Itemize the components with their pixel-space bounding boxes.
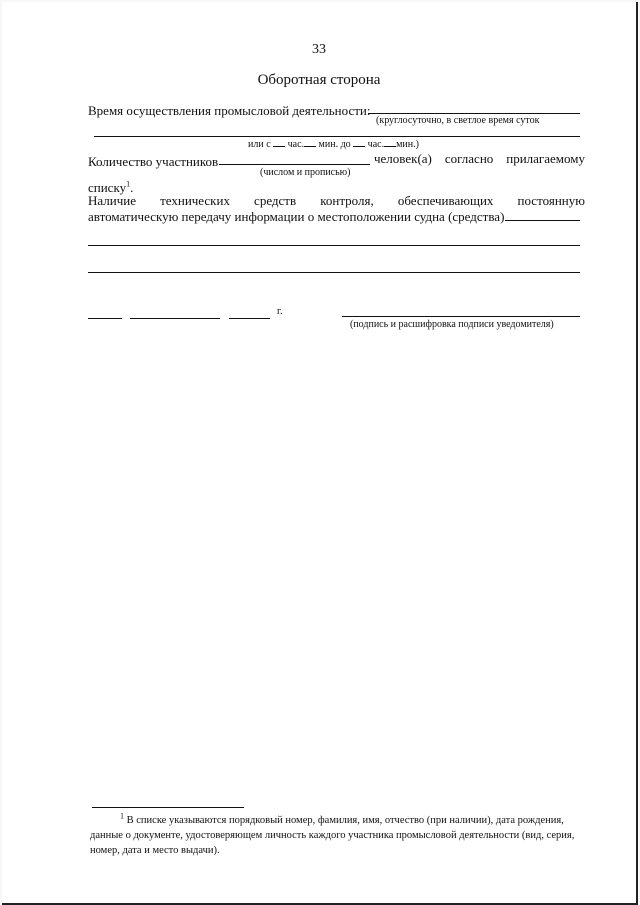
footnote-reference[interactable]: 1 bbox=[126, 179, 131, 189]
control-word-5: обеспечивающих bbox=[397, 193, 494, 208]
range-hours2-text: час. bbox=[367, 139, 385, 150]
range-or-text: или с bbox=[248, 139, 271, 150]
range-to-text: до bbox=[340, 139, 351, 150]
footnote-line-3: номер, дата и место выдачи). bbox=[90, 845, 220, 856]
document-page bbox=[2, 2, 638, 905]
fishing-time-hint: (круглосуточно, в светлое время суток bbox=[376, 115, 540, 126]
participants-label: Количество участников bbox=[88, 154, 219, 169]
page-title: Оборотная сторона bbox=[257, 72, 381, 88]
signature-hint: (подпись и расшифровка подписи уведомителя) bbox=[350, 319, 554, 330]
footnote-separator bbox=[92, 807, 244, 808]
signature-field[interactable] bbox=[342, 316, 580, 317]
control-means-field-3[interactable] bbox=[88, 272, 580, 273]
footnote-line-1 bbox=[120, 811, 564, 828]
year-suffix: г. bbox=[277, 306, 283, 317]
participants-hint: (числом и прописью) bbox=[260, 167, 351, 178]
range-minutes-text: мин. bbox=[318, 139, 339, 150]
participants-tail bbox=[374, 151, 585, 167]
participants-word-1: человек(а) bbox=[374, 151, 432, 166]
date-day-field[interactable] bbox=[88, 318, 122, 319]
date-month-field[interactable] bbox=[130, 318, 220, 319]
footnote-line-2: данные о документе, удостоверяющем личность каждого участника промысловой деятельности (вид, серия, bbox=[90, 830, 575, 841]
fishing-time-field-2[interactable] bbox=[94, 136, 580, 137]
fishing-time-field[interactable] bbox=[368, 113, 580, 114]
date-year-field[interactable] bbox=[229, 318, 270, 319]
control-word-3: средств bbox=[254, 193, 297, 208]
range-minutes2-text: мин.) bbox=[396, 139, 419, 150]
start-minute-blank[interactable] bbox=[304, 146, 316, 147]
control-means-line-1 bbox=[88, 193, 585, 209]
footnote-text-1: В списке указываются порядковый номер, фамилия, имя, отчество (при наличии), дата рождения, bbox=[126, 815, 564, 826]
control-word-4: контроля, bbox=[320, 193, 374, 208]
page-number: 33 bbox=[312, 42, 326, 57]
list-word: списку bbox=[88, 180, 127, 195]
fishing-time-label: Время осуществления промысловой деятельности: bbox=[88, 103, 371, 118]
control-means-field[interactable] bbox=[505, 220, 580, 221]
control-word-2: технических bbox=[160, 193, 230, 208]
start-hour-blank[interactable] bbox=[273, 146, 285, 147]
participants-word-2: согласно bbox=[444, 151, 494, 166]
control-means-field-2[interactable] bbox=[88, 245, 580, 246]
period: . bbox=[130, 180, 134, 195]
participants-count-field[interactable] bbox=[219, 164, 370, 165]
end-hour-blank[interactable] bbox=[353, 146, 365, 147]
control-word-1: Наличие bbox=[88, 193, 136, 208]
range-hours-text: час. bbox=[287, 139, 305, 150]
control-word-6: постоянную bbox=[517, 193, 585, 208]
control-means-line-2: автоматическую передачу информации о местоположении судна (средства) bbox=[88, 209, 505, 224]
participants-word-3: прилагаемому bbox=[506, 151, 585, 166]
end-minute-blank[interactable] bbox=[384, 146, 396, 147]
footnote-marker: 1 bbox=[120, 811, 124, 821]
time-range-hint bbox=[248, 139, 419, 150]
